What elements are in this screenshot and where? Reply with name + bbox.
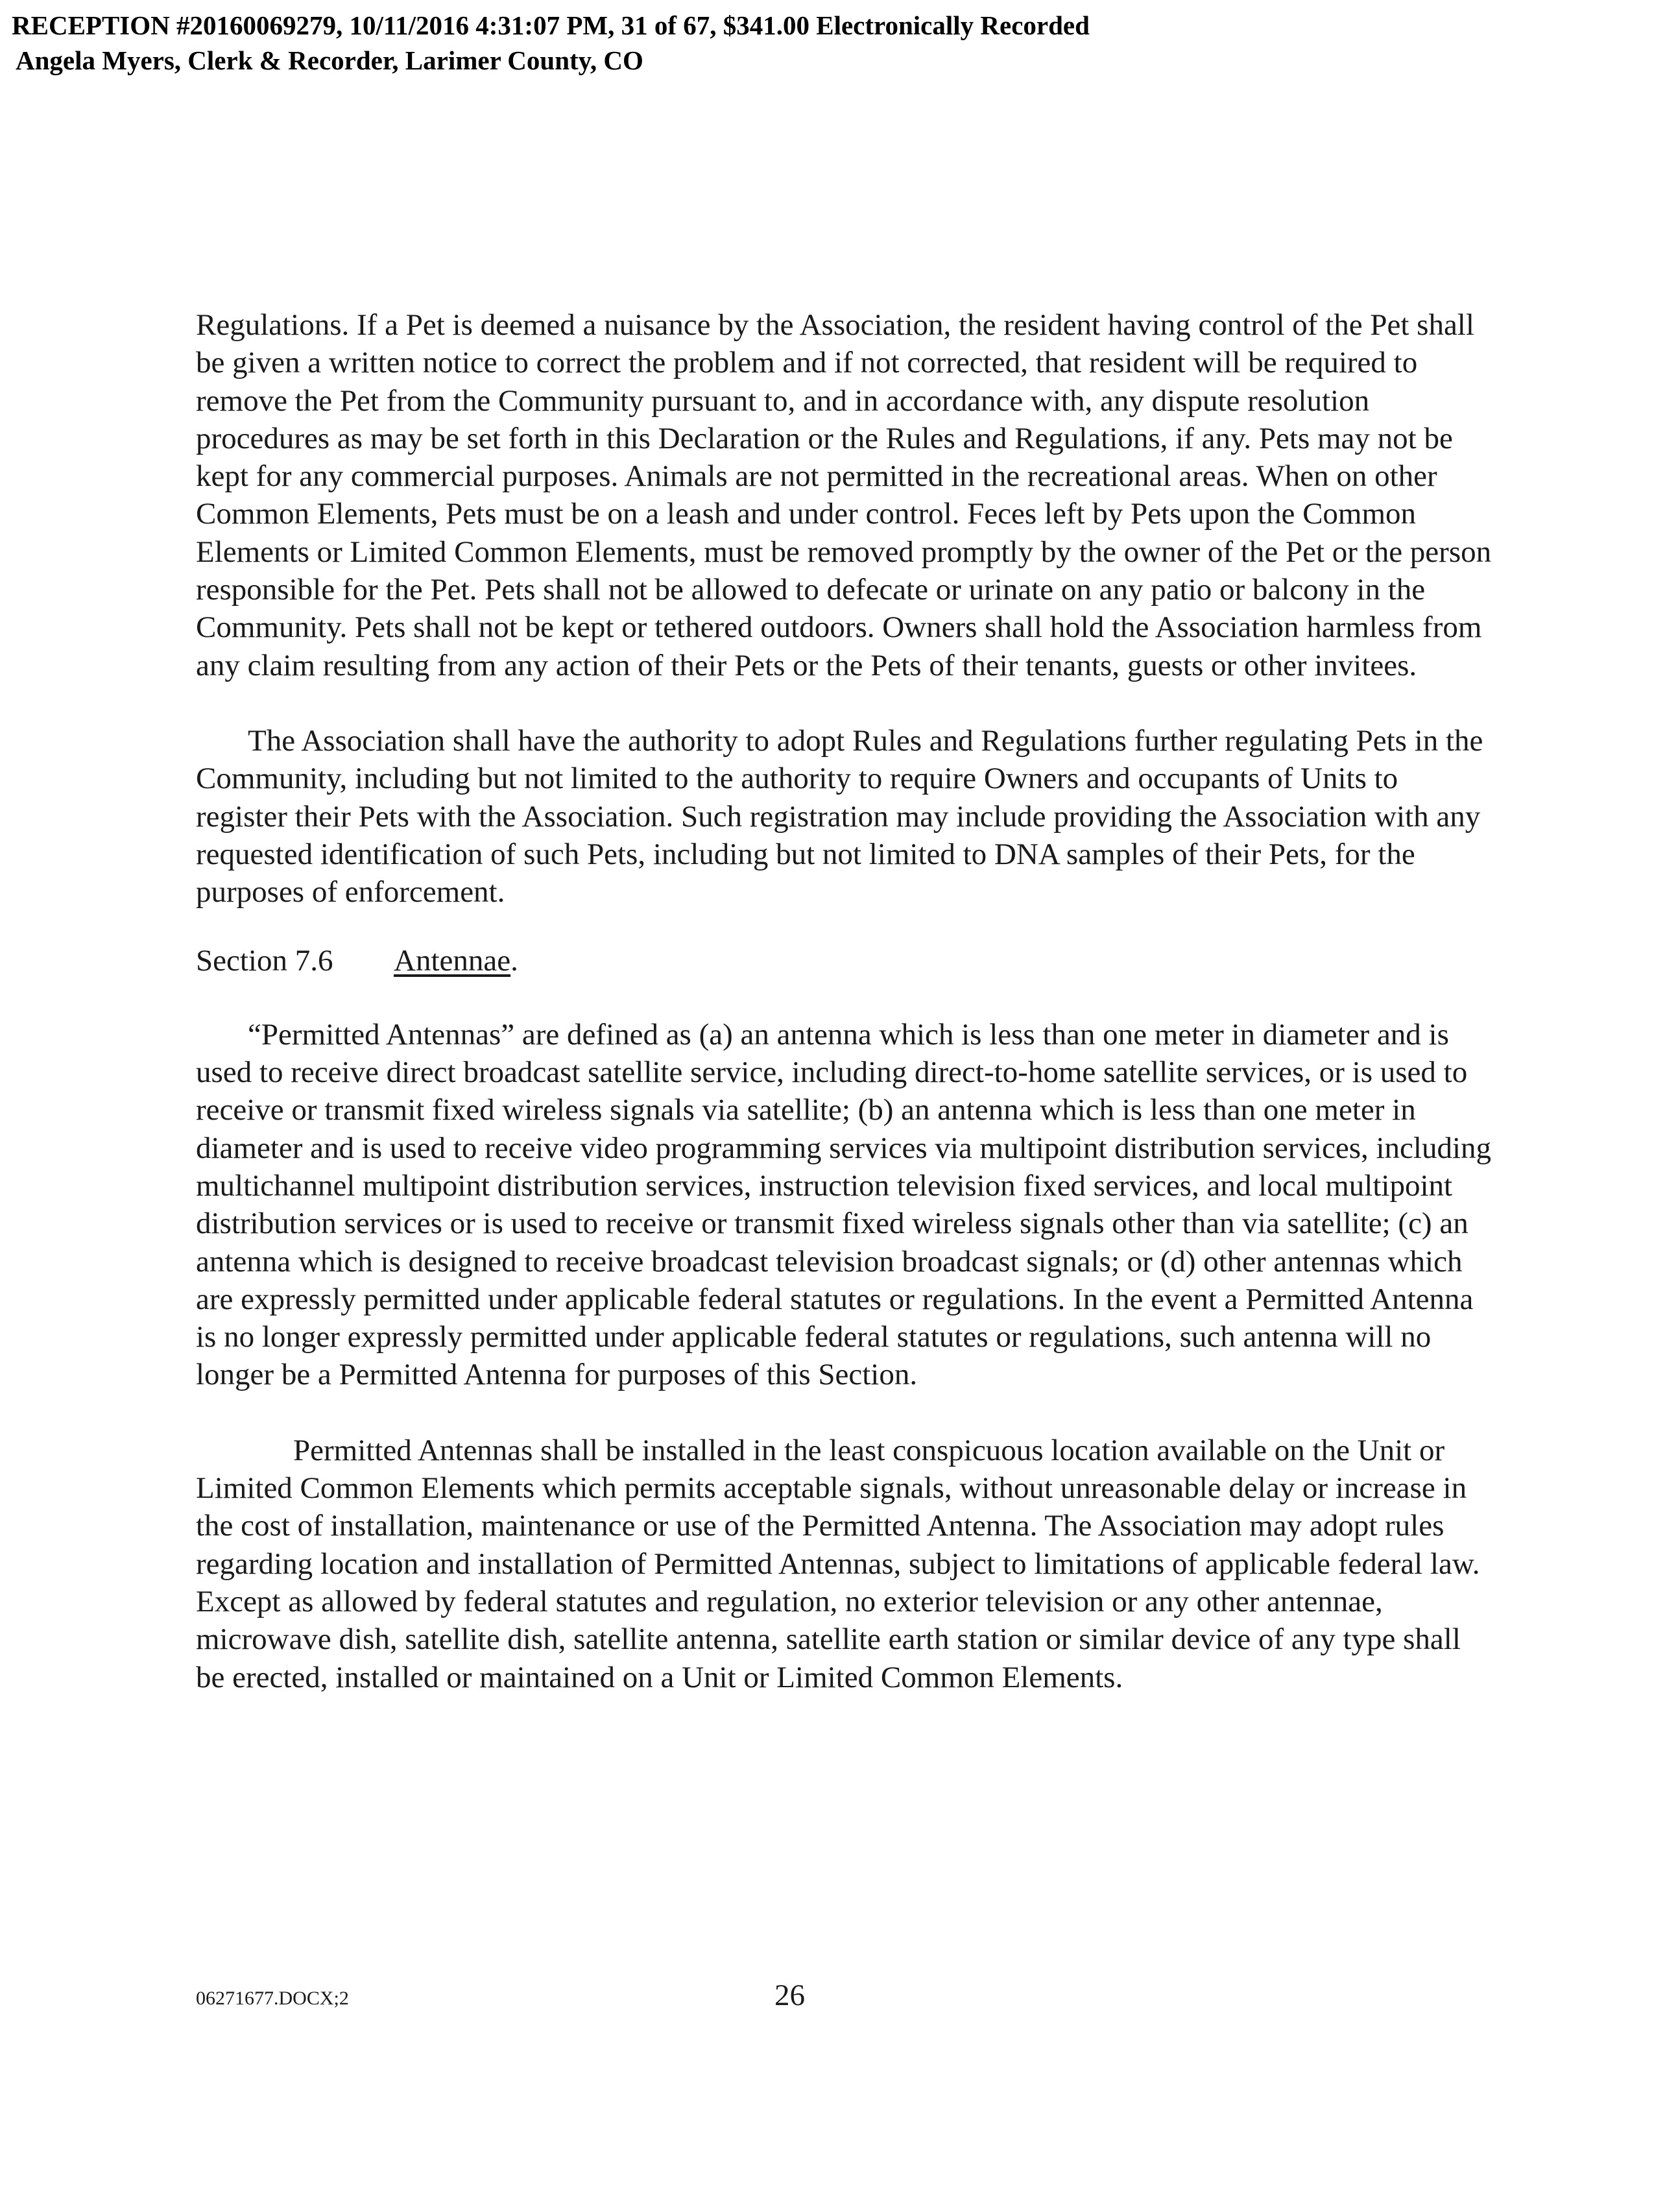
section-title-punctuation: .	[510, 944, 518, 978]
section-title: Antennae	[394, 944, 511, 978]
paragraph-permitted-antennas-installation: Permitted Antennas shall be installed in the least conspicuous location available on the Unit or Limited Common Elements which permits acceptable signals, without unreasonable delay or increase in the cost of installation, maintenance or use of the Permitted Antenna. The Association may adopt rules regarding location and installation of Permitted Antennas, subject to limitations of applicable federal law. Except as allowed by federal statutes and regulation, no exterior television or any other antennae, microwave dish, satellite dish, satellite antenna, satellite earth station or similar device of any type shall be erected, installed or maintained on a Unit or Limited Common Elements.	[196, 1433, 1480, 1694]
recording-stamp-line-1: RECEPTION #20160069279, 10/11/2016 4:31:07 PM, 31 of 67, $341.00 Electronically Recorded	[12, 10, 1090, 40]
section-heading	[196, 942, 1493, 980]
paragraph-pet-rules-authority: The Association shall have the authority to adopt Rules and Regulations further regulating Pets in the Community, including but not limited to the authority to require Owners and occupants of Units to register their Pets with the Association. Such registration may include providing the Association with any requested identification of such Pets, including but not limited to DNA samples of their Pets, for the purposes of enforcement.	[196, 723, 1483, 909]
paragraph-permitted-antennas-definition: “Permitted Antennas” are defined as (a) an antenna which is less than one meter in diameter and is used to receive direct broadcast satellite service, including direct-to-home satellite services, or is used to receive or transmit fixed wireless signals via satellite; (b) an antenna which is less than one meter in diameter and is used to receive video programming services via multipoint distribution services, including multichannel multipoint distribution services, instruction television fixed services, and local multipoint distribution services or is used to receive or transmit fixed wireless signals other than via satellite; (c) an antenna which is designed to receive broadcast television broadcast signals; or (d) other antennas which are expressly permitted under applicable federal statutes or regulations. In the event a Permitted Antenna is no longer expressly permitted under applicable federal statutes or regulations, such antenna will no longer be a Permitted Antenna for purposes of this Section.	[196, 1017, 1492, 1392]
section-number: Section 7.6	[196, 944, 333, 978]
document-body	[196, 306, 1493, 1696]
footer-document-id: 06271677.DOCX;2	[196, 1988, 349, 2009]
page-number: 26	[774, 1978, 805, 2012]
paragraph-pet-nuisance: Regulations. If a Pet is deemed a nuisance by the Association, the resident having control of the Pet shall be given a written notice to correct the problem and if not corrected, that resident will be required to remove the Pet from the Community pursuant to, and in accordance with, any dispute resolution procedures as may be set forth in this Declaration or the Rules and Regulations, if any. Pets may not be kept for any commercial purposes. Animals are not permitted in the recreational areas. When on other Common Elements, Pets must be on a leash and under control. Feces left by Pets upon the Common Elements or Limited Common Elements, must be removed promptly by the owner of the Pet or the person responsible for the Pet. Pets shall not be allowed to defecate or urinate on any patio or balcony in the Community. Pets shall not be kept or tethered outdoors. Owners shall hold the Association harmless from any claim resulting from any action of their Pets or the Pets of their tenants, guests or other invitees.	[196, 308, 1492, 682]
recording-stamp-line-2: Angela Myers, Clerk & Recorder, Larimer County, CO	[16, 45, 643, 75]
recording-stamp	[12, 8, 1504, 78]
